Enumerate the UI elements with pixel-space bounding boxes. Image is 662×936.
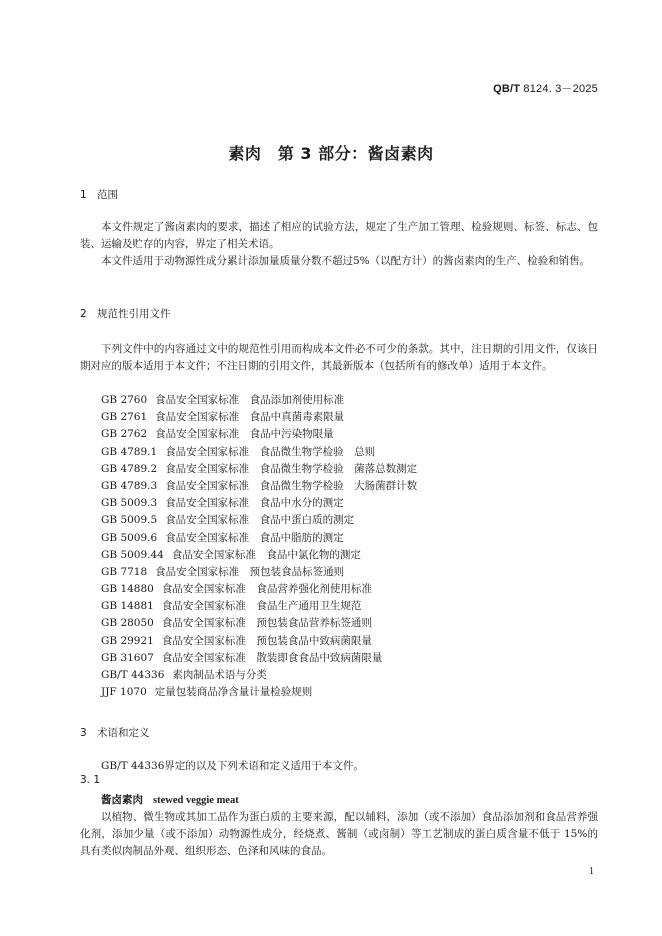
reference-item (101, 461, 417, 478)
reference-code: GB 28050 (101, 617, 154, 630)
reference-title: 食品安全国家标准 食品中真菌毒素限量 (155, 411, 345, 424)
reference-item (101, 444, 417, 461)
reference-title: 食品安全国家标准 食品营养强化剂使用标准 (161, 583, 372, 596)
reference-code: GB 5009.3 (101, 497, 158, 510)
reference-code: GB 4789.2 (101, 462, 158, 475)
document-title: 素肉 第 3 部分：酱卤素肉 (228, 144, 434, 163)
normative-intro: 下列文件中的内容通过文中的规范性引用而构成本文件必不可少的条款。其中，注日期的引用文件，仅该日期对应的版本适用于本文件；不注日期的引用文件，其最新版本（包括所有的修改单）适用于本文件。 (80, 343, 598, 372)
term-definition: 以植物、微生物或其加工品作为蛋白质的主要来源，配以辅料，添加（或不添加）食品添加剂和食品营养强化剂，添加少量（或不添加）动物源性成分，经烧煮、酱制（或卤制）等工艺制成的蛋白质含量不低于 15%的具有类似肉制品外观、组织形态、色泽和风味的食品。 (80, 811, 598, 857)
section-title: 范围 (97, 189, 118, 201)
reference-code: GB 4789.3 (101, 479, 158, 492)
reference-item (101, 650, 417, 667)
reference-code: GB 2760 (101, 394, 148, 406)
reference-title: 食品安全国家标准 食品中水分的测定 (165, 497, 344, 510)
reference-code: GB 31607 (101, 651, 154, 664)
standard-number (493, 80, 598, 96)
section-number: 1 (80, 189, 87, 201)
reference-title: 定量包装商品净含量计量检验规则 (154, 686, 313, 699)
section-title: 规范性引用文件 (97, 308, 171, 320)
reference-item (101, 495, 417, 512)
reference-item (101, 478, 417, 495)
reference-item (101, 512, 417, 529)
reference-item (101, 684, 417, 701)
reference-title: 食品安全国家标准 预包装食品标签通则 (155, 565, 345, 578)
term-name (101, 792, 239, 807)
reference-code: GB 2762 (101, 428, 148, 441)
section-heading-normative (80, 306, 171, 321)
reference-code: JJF 1070 (101, 686, 147, 699)
reference-item (101, 564, 417, 581)
reference-title: 食品安全国家标准 食品添加剂使用标准 (155, 394, 345, 406)
reference-item (101, 392, 417, 409)
reference-title: 食品安全国家标准 食品微生物学检验 大肠菌群计数 (165, 479, 418, 492)
reference-title: 食品安全国家标准 预包装食品营养标签通则 (161, 617, 372, 630)
reference-title: 素肉制品术语与分类 (172, 669, 267, 681)
term-number: 3. 1 (80, 774, 101, 786)
term-name-zh: 酱卤素肉 (101, 794, 143, 806)
terms-intro: GB/T 44336界定的以及下列术语和定义适用于本文件。 (101, 760, 364, 772)
reference-title: 食品安全国家标准 食品中脂肪的测定 (165, 531, 344, 544)
reference-item (101, 598, 417, 615)
standard-code: 8124. 3－2025 (523, 83, 598, 95)
reference-code: GB 5009.44 (101, 548, 164, 561)
reference-code: GB 4789.1 (101, 445, 158, 458)
reference-item (101, 667, 417, 684)
reference-code: GB 29921 (101, 634, 154, 647)
reference-title: 食品安全国家标准 散装即食食品中致病菌限量 (161, 651, 383, 664)
reference-code: GB/T 44336 (101, 669, 165, 681)
reference-title: 食品安全国家标准 食品生产通用卫生规范 (161, 600, 362, 613)
standard-prefix: QB/T (493, 83, 521, 95)
reference-title: 食品安全国家标准 食品微生物学检验 总则 (165, 445, 376, 458)
scope-paragraph-2: 本文件适用于动物源性成分累计添加量质量分数不超过5%（以配方计）的酱卤素肉的生产、检验和销售。 (101, 255, 591, 267)
reference-list (101, 392, 417, 701)
scope-paragraph-1: 本文件规定了酱卤素肉的要求，描述了相应的试验方法，规定了生产加工管理、检验规则、标签、标志、包装、运输及贮存的内容，界定了相关术语。 (80, 221, 598, 250)
reference-code: GB 14880 (101, 583, 154, 596)
section-heading-scope (80, 187, 118, 202)
reference-title: 食品安全国家标准 食品中污染物限量 (155, 428, 334, 441)
reference-title: 食品安全国家标准 预包装食品中致病菌限量 (161, 634, 372, 647)
reference-title: 食品安全国家标准 食品中氯化物的测定 (171, 548, 361, 561)
reference-item (101, 547, 417, 564)
reference-code: GB 2761 (101, 411, 148, 424)
page-number: 1 (589, 866, 594, 877)
reference-code: GB 7718 (101, 565, 148, 578)
term-name-en: stewed veggie meat (153, 795, 239, 806)
reference-item (101, 426, 417, 443)
reference-title: 食品安全国家标准 食品微生物学检验 菌落总数测定 (165, 462, 418, 475)
reference-item (101, 633, 417, 650)
reference-code: GB 14881 (101, 600, 154, 613)
reference-item (101, 409, 417, 426)
reference-item (101, 581, 417, 598)
reference-item (101, 530, 417, 547)
section-title: 术语和定义 (97, 727, 150, 739)
section-number: 2 (80, 308, 87, 320)
reference-code: GB 5009.5 (101, 514, 158, 527)
section-heading-terms (80, 725, 150, 740)
section-number: 3 (80, 727, 87, 739)
reference-code: GB 5009.6 (101, 531, 158, 544)
reference-title: 食品安全国家标准 食品中蛋白质的测定 (165, 514, 355, 527)
reference-item (101, 615, 417, 632)
